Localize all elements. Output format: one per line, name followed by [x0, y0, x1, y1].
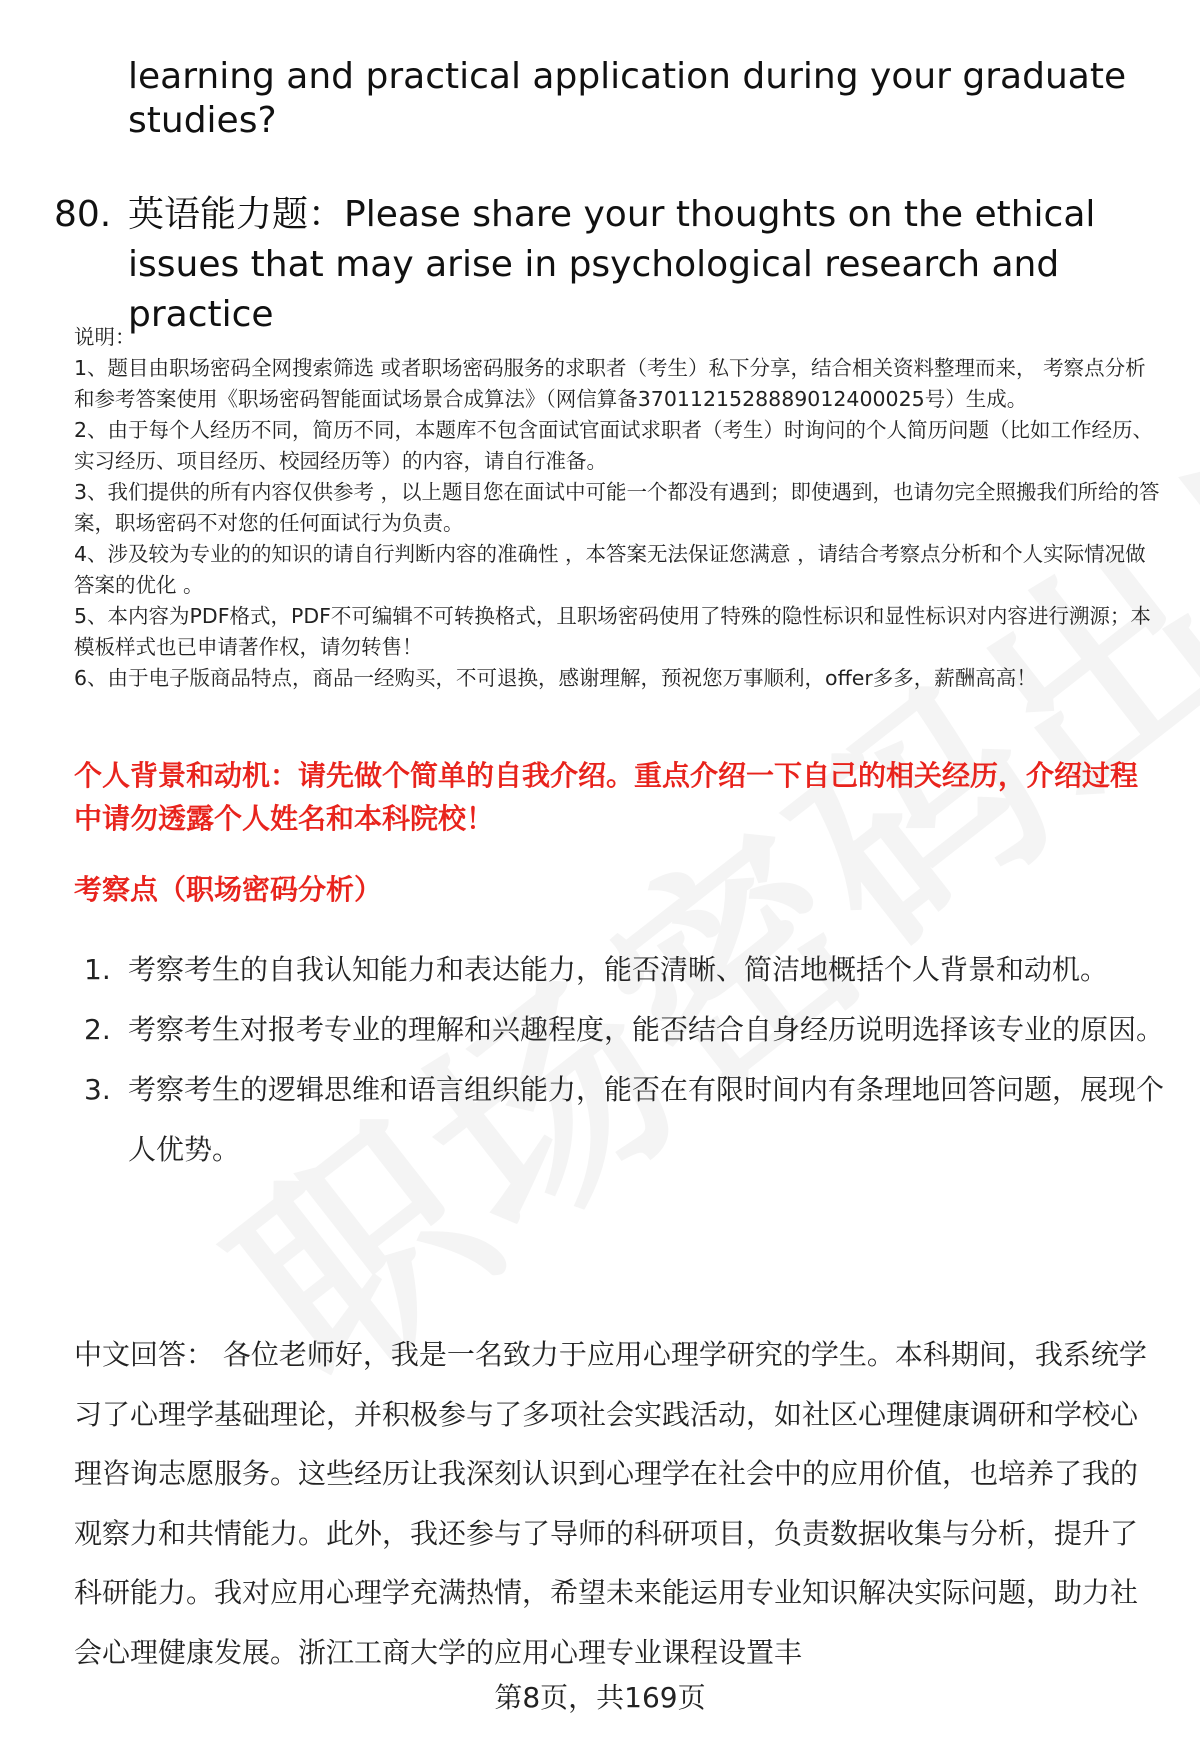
point-number: 3. [84, 1073, 111, 1106]
point-item [74, 1000, 1164, 1060]
question-number: 80. [54, 194, 112, 235]
notes-block [74, 322, 1164, 694]
page-footer: 第8页，共169页 [494, 1681, 706, 1714]
question-continued-line1: learning and practical application during your graduate [128, 56, 1127, 97]
question-80-line2: issues that may arise in psychological research and practice [128, 244, 1060, 335]
question-80-line1: 英语能力题：Please share your thoughts on the ethical [128, 194, 1096, 235]
point-item [74, 940, 1164, 1000]
question-continued-line2: studies? [128, 100, 277, 141]
point-text: 考察考生对报考专业的理解和兴趣程度，能否结合自身经历说明选择该专业的原因。 [128, 1013, 1165, 1046]
answer-text: 中文回答： 各位老师好，我是一名致力于应用心理学研究的学生。本科期间，我系统学习了心理学基础理论，并积极参与了多项社会实践活动，如社区心理健康调研和学校心理咨询志愿服务。这些经历让我深刻认识到心理学在社会中的应用价值，也培养了我的观察力和共情能力。此外，我还参与了导师的科研项目，负责数据收集与分析，提升了科研能力。我对应用心理学充满热情，希望未来能运用专业知识解决实际问题，助力社会心理健康发展。浙江工商大学的应用心理专业课程设置丰 [74, 1338, 1147, 1669]
point-number: 1. [84, 953, 111, 986]
note-item: 6、由于电子版商品特点，商品一经购买，不可退换，感谢理解，预祝您万事顺利，offer多多，薪酬高高！ [74, 666, 1037, 690]
point-number: 2. [84, 1013, 111, 1046]
point-item [74, 1060, 1164, 1180]
note-item: 5、本内容为PDF格式，PDF不可编辑不可转换格式，且职场密码使用了特殊的隐性标识和显性标识对内容进行溯源；本模板样式也已申请著作权，请勿转售！ [74, 604, 1151, 659]
note-item: 3、我们提供的所有内容仅供参考 ，以上题目您在面试中可能一个都没有遇到；即使遇到，也请勿完全照搬我们所给的答案，职场密码不对您的任何面试行为负责。 [74, 480, 1160, 535]
section-points-title: 考察点（职场密码分析） [74, 873, 383, 906]
note-item: 4、涉及较为专业的的知识的请自行判断内容的准确性 ，本答案无法保证您满意 ，请结合考察点分析和个人实际情况做答案的优化 。 [74, 542, 1146, 597]
points-list [74, 940, 1164, 1180]
note-item: 2、由于每个人经历不同，简历不同，本题库不包含面试官面试求职者（考生）时询问的个人简历问题（比如工作经历、实习经历、项目经历、校园经历等）的内容，请自行准备。 [74, 418, 1154, 473]
notes-title: 说明： [74, 325, 136, 349]
note-item: 1、题目由职场密码全网搜索筛选 或者职场密码服务的求职者（考生）私下分享，结合相关资料整理而来， 考察点分析和参考答案使用《职场密码智能面试场景合成算法》（网信算备3701121528889012400025号）生成。 [74, 356, 1146, 411]
point-text: 考察考生的自我认知能力和表达能力，能否清晰、简洁地概括个人背景和动机。 [128, 953, 1109, 986]
section-question: 个人背景和动机：请先做个简单的自我介绍。重点介绍一下自己的相关经历，介绍过程中请勿透露个人姓名和本科院校！ [74, 759, 1139, 835]
point-text: 考察考生的逻辑思维和语言组织能力，能否在有限时间内有条理地回答问题，展现个人优势。 [128, 1073, 1165, 1166]
